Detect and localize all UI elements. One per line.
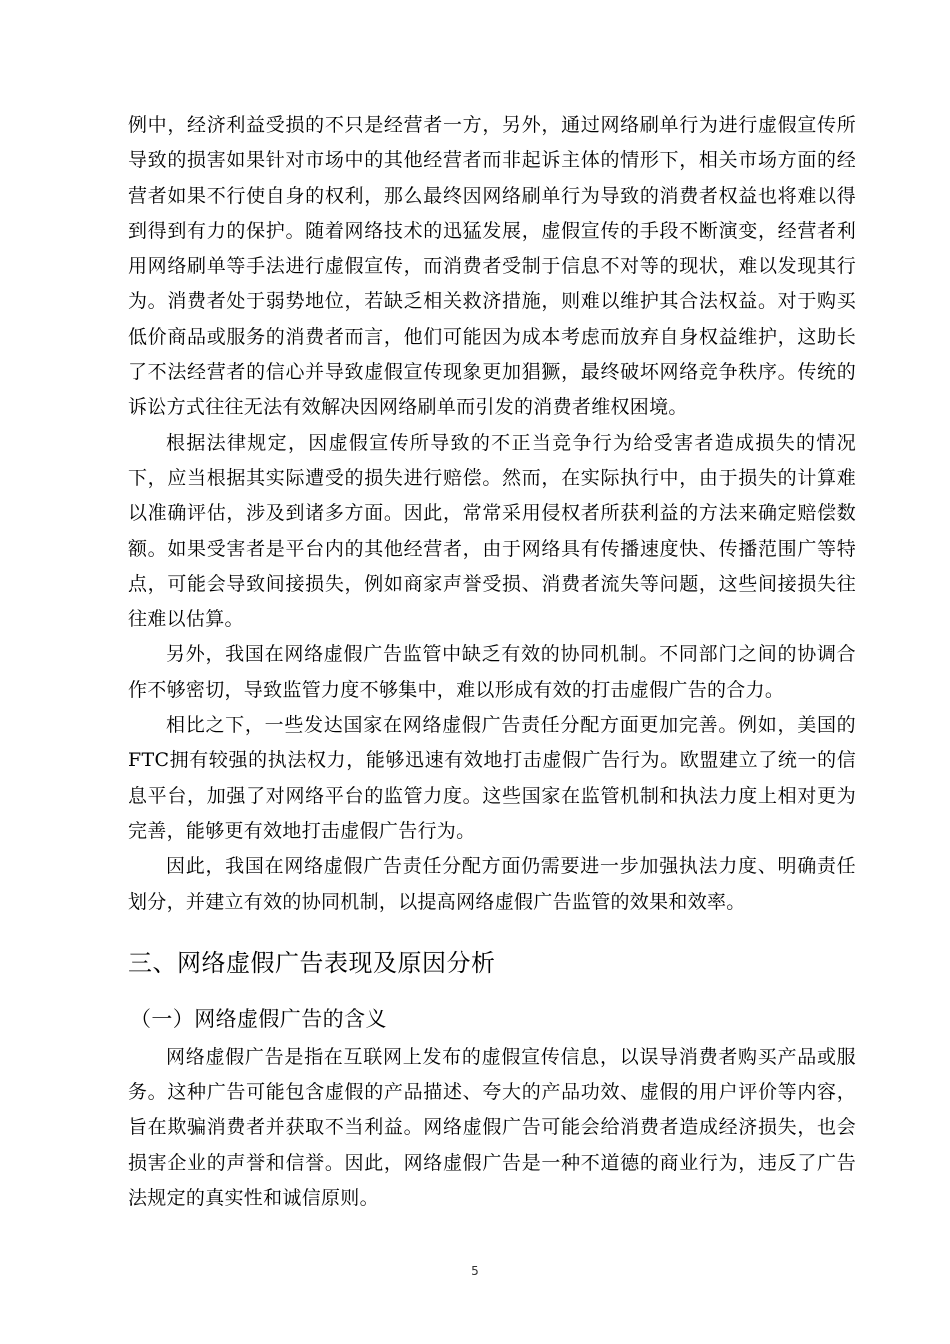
page-number: 5 xyxy=(471,1264,479,1278)
body-paragraph: 例中，经济利益受损的不只是经营者一方，另外，通过网络刷单行为进行虚假宣传所导致的损害如果针对市场中的其他经营者而非起诉主体的情形下，相关市场方面的经营者如果不行使自身的权利，那么最终因网络刷单行为导致的消费者权益也将难以得到得到有力的保护。随着网络技术的迅猛发展，虚假宣传的手段不断演变，经营者利用网络刷单等手法进行虚假宣传，而消费者受制于信息不对等的现状，难以发现其行为。消费者处于弱势地位，若缺乏相关救济措施，则难以维护其合法权益。对于购买低价商品或服务的消费者而言，他们可能因为成本考虑而放弃自身权益维护，这助长了不法经营者的信心并导致虚假宣传现象更加猖獗，最终破坏网络竞争秩序。传统的诉讼方式往往无法有效解决因网络刷单而引发的消费者维权困境。 xyxy=(128,114,856,419)
subsection-heading: （一）网络虚假广告的含义 xyxy=(130,1006,387,1031)
body-paragraph: 另外，我国在网络虚假广告监管中缺乏有效的协同机制。不同部门之间的协调合作不够密切，导致监管力度不够集中，难以形成有效的打击虚假广告的合力。 xyxy=(128,643,856,701)
section-heading: 三、网络虚假广告表现及原因分析 xyxy=(128,948,496,977)
body-paragraph: 相比之下，一些发达国家在网络虚假广告责任分配方面更加完善。例如，美国的FTC拥有较强的执法权力，能够迅速有效地打击虚假广告行为。欧盟建立了统一的信息平台，加强了对网络平台的监管力度。这些国家在监管机制和执法力度上相对更为完善，能够更有效地打击虚假广告行为。 xyxy=(128,714,856,842)
document-body xyxy=(128,108,856,1216)
body-paragraph: 因此，我国在网络虚假广告责任分配方面仍需要进一步加强执法力度、明确责任划分，并建立有效的协同机制，以提高网络虚假广告监管的效果和效率。 xyxy=(128,855,856,913)
body-paragraph: 网络虚假广告是指在互联网上发布的虚假宣传信息，以误导消费者购买产品或服务。这种广告可能包含虚假的产品描述、夸大的产品功效、虚假的用户评价等内容，旨在欺骗消费者并获取不当利益。网络虚假广告可能会给消费者造成经济损失，也会损害企业的声誉和信誉。因此，网络虚假广告是一种不道德的商业行为，违反了广告法规定的真实性和诚信原则。 xyxy=(128,1045,856,1210)
body-paragraph: 根据法律规定，因虚假宣传所导致的不正当竞争行为给受害者造成损失的情况下，应当根据其实际遭受的损失进行赔偿。然而，在实际执行中，由于损失的计算难以准确评估，涉及到诸多方面。因此，常常采用侵权者所获利益的方法来确定赔偿数额。如果受害者是平台内的其他经营者，由于网络具有传播速度快、传播范围广等特点，可能会导致间接损失，例如商家声誉受损、消费者流失等问题，这些间接损失往往难以估算。 xyxy=(128,431,856,631)
